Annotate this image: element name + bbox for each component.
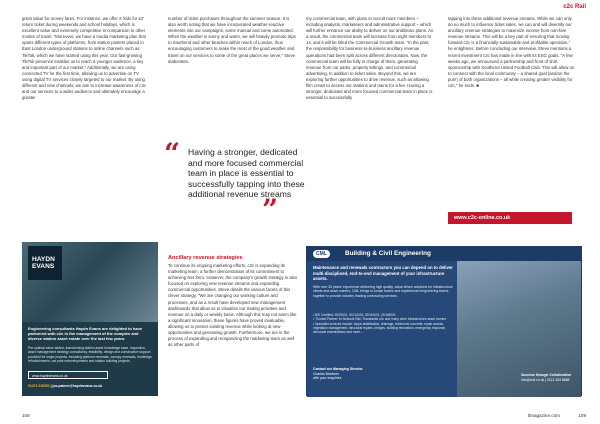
cml-title: Building & Civil Engineering xyxy=(307,247,581,261)
article-body: To continue its ongoing marketing efforts, c2c is expanding its marketing team, a further demonstration of its commitment to achieving Net Zero. However, the company's growth strategy is also focused on exploring new revenue streams and expanding commercial opportunities. Steve details the various facets of this clever strategy. "We are changing our working culture and processes, and as a result have developed new management dashboards that allow us to visualize our trading activities and revenue on a daily or weekly basis. Although this may not seem like a significant innovation, these figures have proved invaluable, allowing us to protect existing revenue while looking at new opportunities and generating growth. Furthermore, we are in the process of expanding and reorganizing the marketing team as well as other parts of xyxy=(168,263,298,348)
ad-phone: 01473 236550 xyxy=(28,384,50,388)
haydn-evans-logo: HAYDN EVANS xyxy=(28,246,62,280)
cml-lead: Maintenance and renewals contractors you can depend on to deliver multi-disciplined, end-to-end management of your infrastructure assets. xyxy=(313,265,453,282)
ad-headline: Engineering consultants Haydn Evans are delighted to have partnered with c2c in the management of the complex and diverse station asset estate over the last few years. xyxy=(28,326,143,341)
cml-logo: CML xyxy=(313,250,330,258)
cml-bullet: • BSI Certified: ISO9001, ISO14001, ISO44001, ISO45001 xyxy=(313,313,396,317)
cml-ad xyxy=(306,246,582,396)
section-label: c2c Rail xyxy=(563,4,586,10)
ad-contact: 01473 236550 | jos.palmer@haydnevans.co.uk xyxy=(28,384,103,388)
column-1: great value for money fares. For instance, we offer a 'kids for £2' return ticket during weekends and school holidays, which is excellent value and extremely competitive in comparison to other modes of travel. "Moreover, we have a media marketing plan that spans different types of platforms, from station posters placed in East London underground stations to online channels such as TikTok, which we have started using this year. Our fast-growing TikTok presence enables us to reach a younger audience, a key and important part of our market." Additionally, we are using connected TV for the first time, allowing us to advertise on TV using digital TV services closely targeted to our market. By using different and new channels, we aim to increase awareness of c2c and our services to a wider audience and ultimately encourage a greater xyxy=(22,16,147,101)
cml-collab-text: Success through Collaboration xyxy=(521,373,572,377)
ad-body: Pre-optimal value added, transforming station asset knowledge base. Inspection, asset management strategy consultancy, feasibility, design and construction support provided for major projects, including platform renewals, canopy renewals, footbridge refurbishments, car park redevelopments and station building projects. xyxy=(28,346,152,364)
ad-email: jos.palmer@haydnevans.co.uk xyxy=(52,384,103,388)
open-quote-icon: “ xyxy=(164,137,181,170)
cml-bullet: • Specialist services include: slope stabilisation, drainage, reinforced concrete, repair access, vegetation management, structural repairs, bridges, building renovation, emergency response, structural examinations and more... xyxy=(313,321,446,335)
pull-quote: Having a stronger, dedicated and more focused commercial team in place is essential to successfully tapping into these additional revenue streams xyxy=(188,147,305,200)
cml-collab xyxy=(521,373,571,382)
haydn-evans-ad xyxy=(22,242,158,396)
column-4: tapping into these additional revenue streams. While we can only do so much to influence ticket sales, we can and will diversify our ancillary revenue strategies to maximize income from non-fare revenue streams. This will be a key part of ensuring that moving forward c2c is a financially sustainable and profitable operation," he enlightens. Before concluding our interview, Steve mentions a recent investment c2c has made in line with its ESG goals. "A few weeks ago, we announced a partnership and front of shirt sponsorship with Southend United Football Club. This will allow us to connect with the local community – a shared goal (and/on the pun!) of both organizations – all while creating greater visibility for c2c," he ends. ■ xyxy=(448,16,575,89)
page-number-right: 109 xyxy=(578,413,586,418)
article-heading: Ancillary revenue strategies xyxy=(168,255,243,261)
cml-bullet: • 'Trusted Partner' to Network Rail, Transfaults c2c and many other infrastructure asset owners xyxy=(313,317,447,322)
column-2: number of ticket purchases throughout the summer season. It is also worth noting that we have incorporated weather-reactive elements into our campaigns, some manual and some automated. When the weather is sunny and warm, we will heavily promote trips to Southend and other beaches within reach of London, thus encouraging customers to make the most of the good weather and travel on our services to some of the great places we serve," Steve elaborates. xyxy=(168,16,296,64)
close-quote-icon: ” xyxy=(262,193,279,226)
cml-contact xyxy=(313,367,453,381)
site-name: tlmagazine.com xyxy=(527,413,560,418)
cml-paragraph: With over 35 years' experience delivering high quality, value driven solutions for infrastructure clients and asset owners, CML brings in-house trades and experienced engineering teams together to provide industry leading contracting services. xyxy=(313,285,453,298)
cml-contact-sub: with your enquiries xyxy=(313,376,342,380)
article-section xyxy=(168,254,298,348)
cml-bullets xyxy=(313,313,453,334)
page-number-left: 108 xyxy=(22,413,30,418)
cml-email[interactable]: info@cml.co.uk | 0113 263 8888 xyxy=(521,377,570,382)
cml-contact-label: Contact our Managing Director xyxy=(313,367,363,371)
ad-website-link[interactable]: www.haydnevans.co.uk xyxy=(28,371,108,379)
website-link[interactable]: www.c2c-online.co.uk xyxy=(448,212,572,224)
column-3: my commercial team, with plans to recruit more members – including analysts, marketeers and administrative support – which will further enhance our ability to deliver on our ambitious plans. As a result, the commercial team will increase from eight members to 14, and it will be titled the Commercial Growth team. "In the past, the responsibility for business-to-business ancillary revenue operations had been split across different directorates. Now, the commercial team will be fully in charge of them, generating revenue from car parks, property lettings, and commercial advertising, in addition to ticket sales. Beyond this, we are exploring further opportunities to drive revenue, such as allowing film crews to access our stations and trains for a fee. Having a stronger, dedicated and more focused commercial team in place is essential to successfully xyxy=(306,16,434,101)
cml-contact-name: Charles Mortimer xyxy=(313,371,339,376)
